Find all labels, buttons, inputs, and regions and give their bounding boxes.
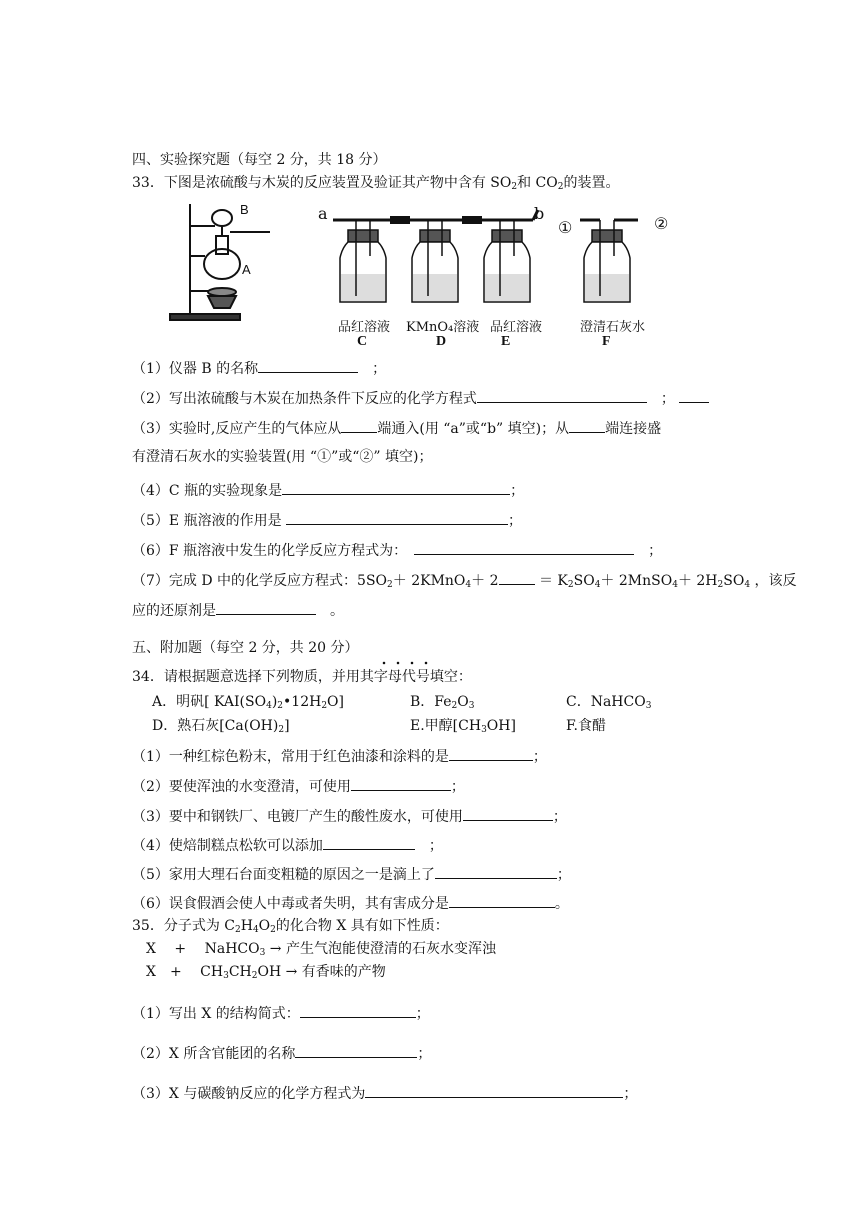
option-a: A．明矾[ $KAI(SO_4)_2•12H_2O$] bbox=[152, 694, 344, 711]
letter-E: E bbox=[501, 334, 511, 349]
q33-3-line2: 有澄清石灰水的实验装置(用 “①”或“②” 填空)； bbox=[132, 449, 433, 465]
answer-blank[interactable] bbox=[449, 745, 533, 761]
answer-blank[interactable] bbox=[499, 569, 535, 585]
answer-blank[interactable] bbox=[463, 805, 553, 821]
answer-blank[interactable] bbox=[351, 775, 451, 791]
option-d: D．熟石灰$[Ca(OH)_2]$ bbox=[152, 718, 290, 735]
section4-title: 四、实验探究题（每空 2 分，共 18 分） bbox=[132, 152, 387, 168]
q34-6: （6）误食假酒会使人中毒或者失明，其有害成分是 。 bbox=[132, 892, 569, 914]
label-a: a bbox=[318, 204, 328, 223]
answer-blank[interactable] bbox=[295, 1042, 417, 1058]
answer-blank[interactable] bbox=[449, 892, 555, 908]
letter-C: C bbox=[357, 334, 368, 349]
option-c: C．NaHCO$_3$ bbox=[566, 694, 652, 711]
option-e: E.甲醇$[CH_3OH]$ bbox=[410, 718, 516, 735]
bottle-f-shape bbox=[584, 220, 630, 302]
option-f: F.食醋 bbox=[566, 718, 606, 734]
label-circle-1: ① bbox=[558, 218, 573, 237]
answer-blank[interactable] bbox=[341, 417, 377, 433]
letter-F: F bbox=[602, 334, 611, 349]
answer-blank[interactable] bbox=[365, 1082, 623, 1098]
q33-5: （5）E 瓶溶液的作用是 ； bbox=[132, 509, 522, 531]
answer-blank[interactable] bbox=[216, 599, 316, 615]
q33-7: （7）完成 D 中的化学反应方程式：$5SO_2+$ 2KMnO$_4$＋ $2 = K_2SO_4+$ 2MnSO$_4$＋ $2H_2SO_4$ ，该反 bbox=[132, 569, 797, 591]
q35-reaction-1: X + NaHCO$_3$ → 产生气泡能使澄清的石灰水变浑浊 bbox=[146, 941, 496, 958]
label-b: b bbox=[534, 204, 545, 223]
answer-blank[interactable] bbox=[258, 357, 358, 373]
q34-2: （2）要使浑浊的水变澄清，可使用 ； bbox=[132, 775, 465, 797]
q33-intro: 33．下图是浓硫酸与木炭的反应装置及验证其产物中含有 $SO_2$和 $CO_2$的装置。 bbox=[132, 175, 620, 192]
answer-blank[interactable] bbox=[679, 387, 709, 403]
bottle-d-label: KMnO₄溶液 bbox=[406, 320, 480, 335]
q35-1: （1）写出 X 的结构简式： ； bbox=[132, 1002, 430, 1024]
q33-4: （4）C 瓶的实验现象是 ； bbox=[132, 479, 524, 501]
letter-D: D bbox=[436, 334, 447, 349]
q33-1: （1）仪器 B 的名称 ； bbox=[132, 357, 386, 379]
q34-1: （1）一种红棕色粉末，常用于红色油漆和涂料的是 ； bbox=[132, 745, 547, 767]
q33-7-line2: 应的还原剂是 。 bbox=[132, 599, 344, 621]
apparatus-figure bbox=[160, 196, 720, 356]
answer-blank[interactable] bbox=[435, 863, 557, 879]
bottle-c-shape bbox=[340, 220, 386, 302]
bottle-e-label: 品红溶液 bbox=[490, 320, 543, 335]
option-b: B．$Fe_2O_3$ bbox=[410, 694, 475, 711]
bottle-d-shape bbox=[412, 220, 458, 302]
q34-3: （3）要中和钢铁厂、电镀厂产生的酸性废水，可使用 ； bbox=[132, 805, 567, 827]
section5-title: 五、附加题（每空 2 分，共 20 分） bbox=[132, 640, 359, 656]
bottle-c-label: 品红溶液 bbox=[338, 320, 391, 335]
bottle-f-label: 澄清石灰水 bbox=[580, 320, 646, 335]
label-B: B bbox=[240, 202, 249, 217]
q33-6: （6）F 瓶溶液中发生的化学反应方程式为： ； bbox=[132, 539, 662, 561]
q33-3: （3）实验时,反应产生的气体应从 端通入(用 “a”或“b” 填空)；从 端连接盛 bbox=[132, 417, 661, 439]
q35-reaction-2: X + $CH_3CH_2OH$ → 有香味的产物 bbox=[146, 964, 386, 981]
answer-blank[interactable] bbox=[286, 509, 508, 525]
q35-2: （2）X 所含官能团的名称 ； bbox=[132, 1042, 431, 1064]
q35-3: （3）X 与碳酸钠反应的化学方程式为 ； bbox=[132, 1082, 637, 1104]
answer-blank[interactable] bbox=[477, 387, 647, 403]
label-circle-2: ② bbox=[654, 214, 669, 233]
answer-blank[interactable] bbox=[414, 539, 634, 555]
q34-4: （4）使焙制糕点松软可以添加 ； bbox=[132, 834, 443, 856]
q33-2: （2）写出浓硫酸与木炭在加热条件下反应的化学方程式 ； bbox=[132, 387, 709, 409]
answer-blank[interactable] bbox=[282, 479, 510, 495]
q35-intro: 35．分子式为 $C_2H_4O_2$的化合物 X 具有如下性质： bbox=[132, 918, 449, 935]
answer-blank[interactable] bbox=[323, 834, 415, 850]
bottle-e-shape bbox=[484, 220, 530, 302]
answer-blank[interactable] bbox=[569, 417, 605, 433]
q34-5: （5）家用大理石台面变粗糙的原因之一是滴上了 ； bbox=[132, 863, 571, 885]
answer-blank[interactable] bbox=[300, 1002, 416, 1018]
q34-intro: 34．请根据题意选择下列物质，并用其字母代号填空： bbox=[132, 669, 472, 685]
label-A: A bbox=[242, 262, 251, 277]
